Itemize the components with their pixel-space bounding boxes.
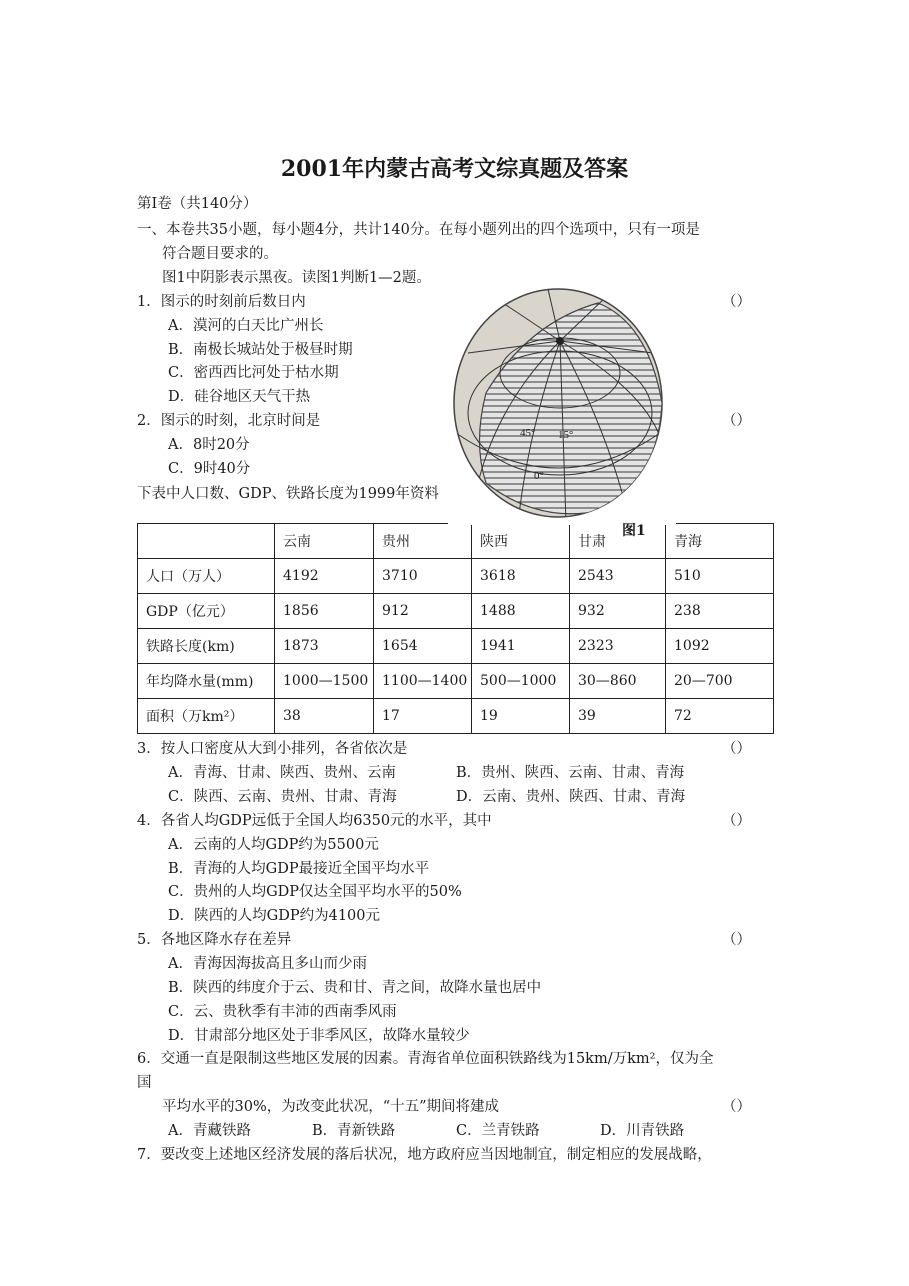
option: D．陕西的人均GDP约为4100元 bbox=[168, 908, 380, 924]
option: C．陕西、云南、贵州、甘肃、青海 bbox=[168, 789, 397, 805]
latitude-mark: 15° bbox=[558, 429, 574, 441]
table-row bbox=[138, 664, 774, 699]
question-stem: 国 bbox=[137, 1075, 152, 1091]
table-intro: 下表中人口数、GDP、铁路长度为1999年资料 bbox=[137, 486, 439, 502]
table-cell: 1941 bbox=[472, 629, 570, 664]
option: C．云、贵秋季有丰沛的西南季风雨 bbox=[168, 1004, 397, 1020]
option: A．青海、甘肃、陕西、贵州、云南 bbox=[168, 765, 396, 781]
question-stem: 7．要改变上述地区经济发展的落后状况，地方政府应当因地制宜，制定相应的发展战略， bbox=[137, 1147, 712, 1163]
table-cell: 3618 bbox=[472, 559, 570, 594]
table-header-cell: 云南 bbox=[275, 524, 374, 559]
row-label: 铁路长度(km) bbox=[138, 629, 275, 664]
option: C．兰青铁路 bbox=[456, 1123, 540, 1139]
option: C．9时40分 bbox=[168, 461, 251, 477]
table-cell: 1856 bbox=[275, 594, 374, 629]
table-cell: 2323 bbox=[570, 629, 666, 664]
row-label: 年均降水量(mm) bbox=[138, 664, 275, 699]
table-cell: 4192 bbox=[275, 559, 374, 594]
option: B．陕西的纬度介于云、贵和甘、青之间，故降水量也居中 bbox=[168, 980, 542, 996]
option: A．青海因海拔高且多山而少雨 bbox=[168, 956, 367, 972]
table-cell: 1488 bbox=[472, 594, 570, 629]
page-title: 2001年内蒙古高考文综真题及答案 bbox=[280, 156, 629, 182]
option: D．云南、贵州、陕西、甘肃、青海 bbox=[456, 789, 686, 805]
question-stem: 4．各省人均GDP远低于全国人均6350元的水平，其中 bbox=[137, 813, 492, 829]
table-header-cell: 青海 bbox=[666, 524, 774, 559]
answer-bracket: （） bbox=[722, 741, 751, 757]
option: A．青藏铁路 bbox=[168, 1123, 251, 1139]
intro-line: 图1中阴影表示黑夜。读图1判断1—2题。 bbox=[162, 270, 431, 286]
table-cell bbox=[138, 524, 275, 559]
table-cell: 932 bbox=[570, 594, 666, 629]
table-cell: 510 bbox=[666, 559, 774, 594]
answer-bracket: （） bbox=[722, 813, 751, 829]
option: D．甘肃部分地区处于非季风区，故降水量较少 bbox=[168, 1028, 470, 1044]
table-cell: 1000—1500 bbox=[275, 664, 374, 699]
option: D．硅谷地区天气干热 bbox=[168, 389, 311, 405]
table-row bbox=[138, 699, 774, 734]
question-stem: 3．按人口密度从大到小排列，各省依次是 bbox=[137, 741, 408, 757]
question-stem: 6．交通一直是限制这些地区发展的因素。青海省单位面积铁路线为15km/万km²，仅为全 bbox=[137, 1051, 714, 1067]
intro-line: 符合题目要求的。 bbox=[162, 246, 278, 262]
table-cell: 72 bbox=[666, 699, 774, 734]
row-label: 人口（万人） bbox=[138, 559, 275, 594]
question-stem: 平均水平的30%，为改变此状况，“十五”期间将建成 bbox=[162, 1099, 500, 1115]
option: A．漠河的白天比广州长 bbox=[168, 318, 324, 334]
option: B．青海的人均GDP最接近全国平均水平 bbox=[168, 861, 430, 877]
option: A．云南的人均GDP约为5500元 bbox=[168, 837, 379, 853]
table-cell: 3710 bbox=[374, 559, 472, 594]
answer-bracket: （） bbox=[722, 932, 751, 948]
option: B．贵州、陕西、云南、甘肃、青海 bbox=[456, 765, 685, 781]
table-row bbox=[138, 629, 774, 664]
table-cell: 500—1000 bbox=[472, 664, 570, 699]
question-stem: 2．图示的时刻，北京时间是 bbox=[137, 413, 321, 429]
table-cell: 238 bbox=[666, 594, 774, 629]
table-cell: 1092 bbox=[666, 629, 774, 664]
answer-bracket: （） bbox=[722, 1099, 751, 1115]
table-cell: 20—700 bbox=[666, 664, 774, 699]
table-header-row bbox=[138, 524, 774, 559]
row-label: GDP（亿元） bbox=[138, 594, 275, 629]
question-stem: 1．图示的时刻前后数日内 bbox=[137, 294, 306, 310]
row-label: 面积（万km²） bbox=[138, 699, 275, 734]
table-cell: 19 bbox=[472, 699, 570, 734]
answer-bracket: （） bbox=[722, 413, 751, 429]
table-cell: 2543 bbox=[570, 559, 666, 594]
option: C．密西西比河处于枯水期 bbox=[168, 365, 339, 381]
option: A．8时20分 bbox=[168, 437, 250, 453]
question-stem: 5．各地区降水存在差异 bbox=[137, 932, 292, 948]
option: D．川青铁路 bbox=[600, 1123, 685, 1139]
table-cell: 38 bbox=[275, 699, 374, 734]
table-cell: 1654 bbox=[374, 629, 472, 664]
table-row bbox=[138, 594, 774, 629]
table-cell: 1100—1400 bbox=[374, 664, 472, 699]
intro-line: 一、本卷共35小题，每小题4分，共计140分。在每小题列出的四个选项中，只有一项是 bbox=[137, 222, 700, 238]
table-header-cell: 甘肃 bbox=[570, 524, 666, 559]
table-cell: 30—860 bbox=[570, 664, 666, 699]
answer-bracket: （） bbox=[722, 294, 751, 310]
section-heading: 第Ⅰ卷（共140分） bbox=[137, 196, 258, 212]
table-cell: 1873 bbox=[275, 629, 374, 664]
option: B．南极长城站处于极昼时期 bbox=[168, 342, 353, 358]
table-cell: 17 bbox=[374, 699, 472, 734]
table-row bbox=[138, 559, 774, 594]
table-cell: 39 bbox=[570, 699, 666, 734]
option: B．青新铁路 bbox=[312, 1123, 396, 1139]
globe-figure bbox=[448, 283, 676, 525]
figure-label: 图1 bbox=[622, 523, 646, 539]
table-header-cell: 贵州 bbox=[374, 524, 472, 559]
table-cell: 912 bbox=[374, 594, 472, 629]
option: C．贵州的人均GDP仅达全国平均水平的50% bbox=[168, 884, 462, 900]
latitude-mark: 45° bbox=[520, 427, 536, 439]
latitude-mark: 0° bbox=[534, 470, 544, 482]
table-header-cell: 陕西 bbox=[472, 524, 570, 559]
data-table bbox=[137, 523, 774, 734]
